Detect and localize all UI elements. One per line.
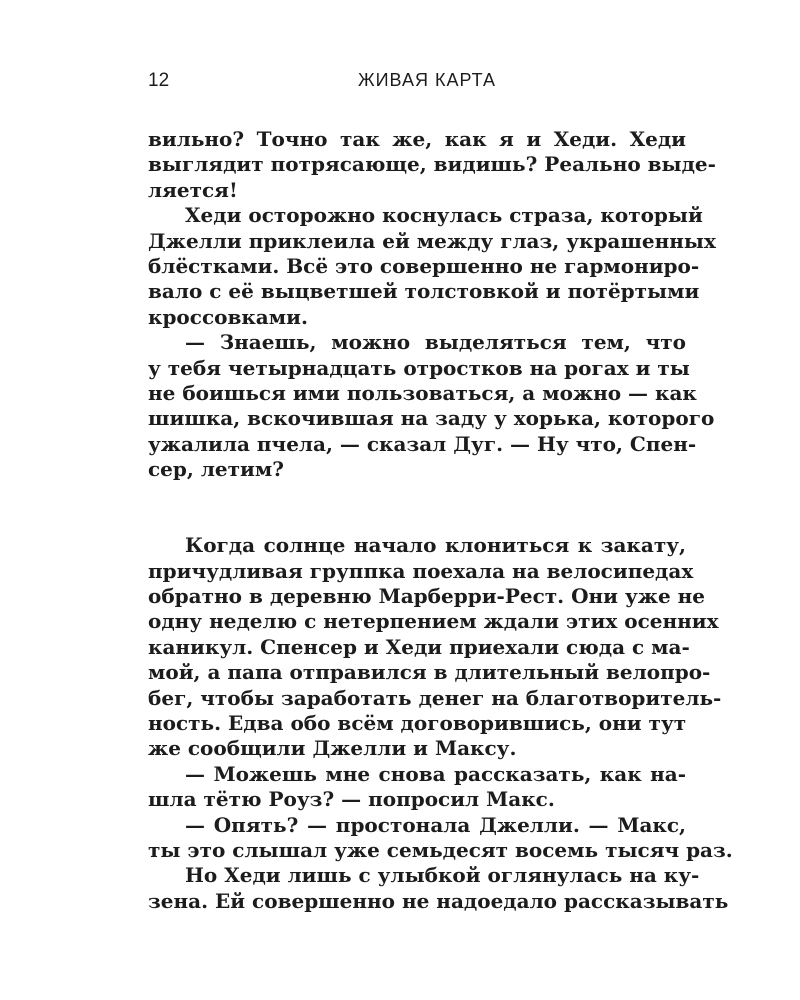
text-line: ность. Едва обо всём договорившись, они тут [148, 711, 687, 735]
text-line: бег, чтобы заработать денег на благотворитель- [148, 685, 722, 710]
page-number: 12 [148, 70, 170, 91]
text-line: Джелли приклеила ей между глаз, украшенных [148, 228, 716, 253]
text-line: причудливая группка поехала на велосипедах [148, 558, 694, 583]
text-line: вильно? Точно так же, как я и Хеди. Хеди [148, 127, 686, 151]
text-line: — Можешь мне снова рассказать, как на- [185, 761, 686, 786]
text-line: кроссовками. [148, 304, 308, 329]
paragraph [148, 330, 715, 482]
text-line: сер, летим? [148, 457, 284, 482]
text-line: мой, а папа отправился в длительный велопро- [148, 660, 711, 685]
text-line: зена. Ей совершенно не надоедало рассказывать [148, 888, 729, 913]
text-line: — Опять? — простонала Джелли. — Макс, [185, 812, 686, 837]
page-header [148, 70, 686, 100]
body-text [148, 127, 733, 914]
text-line: обратно в деревню Марберри-Рест. Они уже не [148, 584, 706, 609]
text-line: — Знаешь, можно выделяться тем, что [185, 330, 686, 355]
text-line: у тебя четырнадцать отростков на рогах и ты [148, 355, 690, 380]
paragraph [148, 812, 733, 864]
text-line: вало с её выцветшей толстовкой и потёртыми [148, 279, 700, 304]
text-line: Хеди осторожно коснулась страза, который [185, 203, 703, 228]
text-line: ужалила пчела, — сказал Дуг. — Ну что, Спен- [148, 431, 697, 456]
text-line: выглядит потрясающе, видишь? Реально выде- [148, 152, 716, 177]
text-line: не боишься ими пользоваться, а можно — как [148, 380, 697, 405]
text-line: шла тётю Роуз? — попросил Макс. [148, 787, 555, 812]
paragraph [148, 203, 716, 330]
text-line: ляется! [148, 177, 238, 202]
section-break [148, 482, 686, 533]
text-line: ты это слышал уже семьдесят восемь тысяч раз. [148, 837, 733, 862]
paragraph [148, 863, 729, 914]
text-line: шишка, вскочившая на заду у хорька, которого [148, 406, 715, 431]
text-line: же сообщили Джелли и Максу. [148, 736, 517, 761]
text-line: одну неделю с нетерпением ждали этих осенних [148, 609, 719, 634]
text-line: каникул. Спенсер и Хеди приехали сюда с ма- [148, 634, 690, 659]
text-line: Но Хеди лишь с улыбкой оглянулась на ку- [185, 863, 700, 888]
paragraph [148, 533, 722, 762]
text-line: блёстками. Всё это совершенно не гармониро- [148, 253, 700, 278]
text-line: Когда солнце начало клониться к закату, [185, 533, 686, 558]
paragraph [148, 127, 716, 203]
paragraph [148, 762, 686, 813]
running-title: ЖИВАЯ КАРТА [358, 70, 497, 90]
